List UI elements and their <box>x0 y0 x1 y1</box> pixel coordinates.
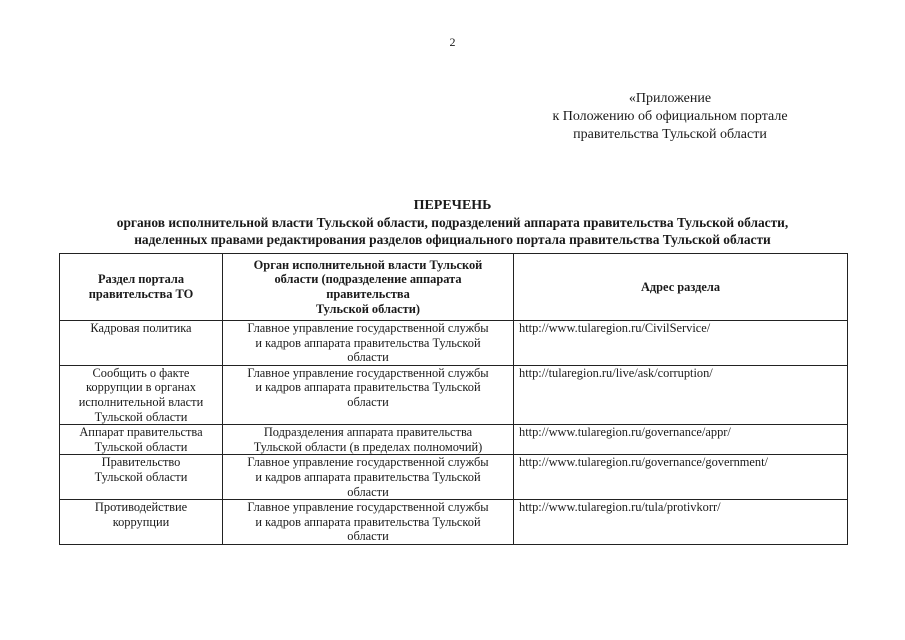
document-subtitle <box>40 214 865 248</box>
cell-organ: Главное управление государственной службы и кадров аппарата правительства Тульской области <box>223 455 514 500</box>
cell-section: Сообщить о факте коррупции в органах исполнительной власти Тульской области <box>60 365 223 424</box>
table-row <box>60 455 848 500</box>
table-row <box>60 321 848 366</box>
page-number: 2 <box>449 35 456 49</box>
cell-organ: Главное управление государственной службы и кадров аппарата правительства Тульской области <box>223 500 514 545</box>
cell-section: Кадровая политика <box>60 321 223 366</box>
table-header-row <box>60 254 848 321</box>
cell-url-link[interactable]: http://www.tularegion.ru/CivilService/ <box>514 321 848 366</box>
subtitle-line-2: наделенных правами редактирования разделов официального портала правительства Тульской области <box>134 232 771 247</box>
appendix-line-3: правительства Тульской области <box>573 127 767 142</box>
document-title: ПЕРЕЧЕНЬ <box>413 198 492 213</box>
header-organ: Орган исполнительной власти Тульской области (подразделение аппарата правительства Тульской области) <box>223 254 514 321</box>
cell-section: Противодействие коррупции <box>60 500 223 545</box>
cell-section: Правительство Тульской области <box>60 455 223 500</box>
cell-url-link[interactable]: http://www.tularegion.ru/tula/protivkorr/ <box>514 500 848 545</box>
subtitle-line-1: органов исполнительной власти Тульской области, подразделений аппарата правительства Тульской области, <box>116 215 789 230</box>
cell-organ: Главное управление государственной службы и кадров аппарата правительства Тульской области <box>223 321 514 366</box>
table-row <box>60 500 848 545</box>
cell-url-link[interactable]: http://www.tularegion.ru/governance/government/ <box>514 455 848 500</box>
table-row <box>60 365 848 424</box>
cell-organ: Главное управление государственной службы и кадров аппарата правительства Тульской области <box>223 365 514 424</box>
portal-sections-table <box>59 253 848 545</box>
header-section: Раздел портала правительства ТО <box>60 254 223 321</box>
cell-url-link[interactable]: http://tularegion.ru/live/ask/corruption/ <box>514 365 848 424</box>
table-row <box>60 425 848 455</box>
appendix-line-1: «Приложение <box>628 91 712 106</box>
cell-section: Аппарат правительства Тульской области <box>60 425 223 455</box>
header-url: Адрес раздела <box>514 254 848 321</box>
cell-url-link[interactable]: http://www.tularegion.ru/governance/appr/ <box>514 425 848 455</box>
appendix-line-2: к Положению об официальном портале <box>552 109 788 124</box>
cell-organ: Подразделения аппарата правительства Тульской области (в пределах полномочий) <box>223 425 514 455</box>
appendix-note <box>520 90 820 144</box>
